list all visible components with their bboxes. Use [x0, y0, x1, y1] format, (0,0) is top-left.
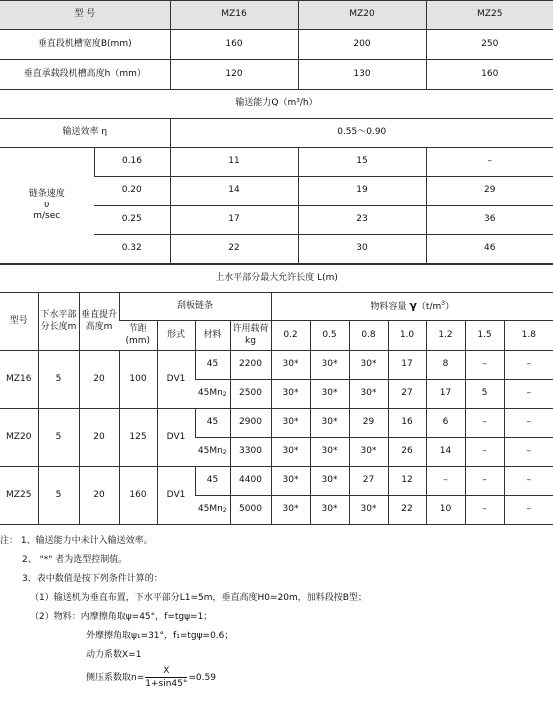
material-cell [195, 409, 230, 438]
col-vertical-lift-line: 垂直提升 [80, 310, 117, 321]
length-value: 6 [426, 409, 465, 438]
model-header-mz16: MZ16 [170, 1, 298, 30]
length-value: 12 [388, 467, 426, 496]
material-text: 45 [206, 417, 219, 428]
note-line: 2、 "*" 者为选型控制值。 [22, 555, 128, 565]
col-form: 形式 [157, 321, 195, 351]
chain-speed-symbol: υ [44, 199, 50, 210]
col-vertical-lift-line: 高度m [85, 321, 113, 332]
note-line: 动力系数X=1 [86, 650, 142, 660]
density-header: 0.5 [310, 321, 349, 351]
chain-speed-label [0, 148, 94, 264]
height-row [0, 60, 553, 90]
material-subscript: 2 [222, 507, 227, 515]
length-value: 30* [271, 438, 310, 467]
table-row [0, 351, 553, 380]
length-value: 30* [271, 496, 310, 525]
density-header: 0.2 [271, 321, 310, 351]
length-value: – [465, 438, 504, 467]
group-model: MZ25 [0, 467, 38, 525]
length-value: – [504, 409, 553, 438]
width-value: 250 [426, 30, 553, 60]
col-lower-length [38, 293, 79, 351]
col-allowable-load [230, 321, 271, 351]
capacity-value: 22 [170, 235, 298, 264]
material-text: 45Mn [197, 504, 223, 515]
note-line: 外摩擦角取ψ₁=31°，f₁=tgψ=0.6； [86, 631, 234, 641]
width-value: 200 [298, 30, 426, 60]
capacity-value: 46 [426, 235, 553, 264]
speed-value: 0.20 [94, 177, 170, 206]
length-value: – [504, 438, 553, 467]
formula-numerator: X [145, 665, 187, 678]
group-lift: 20 [79, 467, 119, 525]
length-value: – [465, 409, 504, 438]
length-value: – [426, 467, 465, 496]
height-value: 120 [170, 60, 298, 90]
length-value: 30* [271, 467, 310, 496]
width-value: 160 [170, 30, 298, 60]
group-lower: 5 [38, 467, 79, 525]
length-value: – [504, 351, 553, 380]
material-cell [195, 351, 230, 380]
length-value: 30* [310, 380, 349, 409]
material-text: 45 [206, 359, 219, 370]
formula-prefix: 侧压系数取n= [86, 673, 145, 683]
length-value: 17 [388, 351, 426, 380]
material-text: 45Mn [197, 446, 223, 457]
length-value: – [465, 351, 504, 380]
chain-speed-label-line: 链条速度 [28, 188, 65, 199]
col-pitch-line: (mm) [125, 335, 151, 346]
length-value: 26 [388, 438, 426, 467]
speed-value: 0.25 [94, 206, 170, 235]
model-header-mz25: MZ25 [426, 1, 553, 30]
model-header-mz20: MZ20 [298, 1, 426, 30]
length-value: 29 [349, 409, 388, 438]
length-value: 30* [310, 409, 349, 438]
capacity-title: 输送能力Q（m³/h） [0, 90, 553, 119]
length-title: 上水平部分最大允许长度 L(m) [0, 265, 553, 293]
col-material: 材料 [195, 321, 230, 351]
load-cell: 2200 [230, 351, 271, 380]
group-lower: 5 [38, 409, 79, 467]
length-value: 30* [310, 467, 349, 496]
length-value: 27 [349, 467, 388, 496]
capacity-value: 36 [426, 206, 553, 235]
length-value: 30* [349, 496, 388, 525]
notes [0, 532, 553, 691]
note-line: 3、表中数值是按下列条件计算的： [22, 574, 163, 584]
load-cell: 5000 [230, 496, 271, 525]
group-form: DV1 [157, 409, 195, 467]
load-cell: 3300 [230, 438, 271, 467]
formula-denominator: 1+sin45° [145, 679, 188, 689]
material-subscript: 2 [222, 391, 227, 399]
length-value: 30* [349, 438, 388, 467]
length-value: 30* [349, 351, 388, 380]
density-header: 1.2 [426, 321, 465, 351]
height-value: 160 [426, 60, 553, 90]
formula-suffix: =0.59 [188, 673, 216, 683]
length-value: 8 [426, 351, 465, 380]
length-value: – [504, 496, 553, 525]
efficiency-label: 输送效率 η [0, 119, 170, 148]
height-label: 垂直承载段机槽高度h（mm） [0, 60, 170, 90]
group-lift: 20 [79, 351, 119, 409]
length-value: 30* [349, 380, 388, 409]
length-value: 5 [465, 380, 504, 409]
load-cell: 4400 [230, 467, 271, 496]
material-cell [195, 496, 230, 525]
length-value: 30* [271, 351, 310, 380]
col-model: 型号 [0, 293, 38, 351]
col-allowable-load-line: kg [245, 335, 256, 346]
capacity-value: 23 [298, 206, 426, 235]
density-header: 1.0 [388, 321, 426, 351]
group-lower: 5 [38, 351, 79, 409]
group-model: MZ16 [0, 351, 38, 409]
material-cell [195, 467, 230, 496]
group-form: DV1 [157, 467, 195, 525]
group-pitch: 100 [119, 351, 157, 409]
col-pitch [119, 321, 157, 351]
density-header: 0.8 [349, 321, 388, 351]
load-cell: 2900 [230, 409, 271, 438]
table-row [0, 409, 553, 438]
length-value: 14 [426, 438, 465, 467]
length-value: 22 [388, 496, 426, 525]
note-line: 注： 1、输送能力中未计入输送效率。 [0, 536, 153, 546]
length-value: 30* [271, 409, 310, 438]
formula-fraction [145, 665, 187, 690]
length-title-row [0, 265, 553, 293]
material-subscript: 2 [222, 449, 227, 457]
col-lower-length-line: 下水平部 [40, 310, 77, 321]
group-model: MZ20 [0, 409, 38, 467]
length-value: 30* [310, 351, 349, 380]
efficiency-value: 0.55～0.90 [170, 119, 553, 148]
chain-speed-unit: m/sec [33, 211, 61, 222]
capacity-value: – [426, 148, 553, 177]
capacity-table [0, 0, 553, 264]
width-row [0, 30, 553, 60]
group-form: DV1 [157, 351, 195, 409]
col-lower-length-line: 分长度m [40, 321, 77, 332]
length-value: 10 [426, 496, 465, 525]
note-line: （2）物料：内摩擦角取ψ=45°，f=tgψ=1； [30, 612, 213, 622]
col-density: 物料容量 $\gamma(t/m^3)$ [271, 293, 553, 321]
material-cell [195, 380, 230, 409]
capacity-value: 29 [426, 177, 553, 206]
length-value: 16 [388, 409, 426, 438]
group-pitch: 125 [119, 409, 157, 467]
length-value: – [465, 467, 504, 496]
note-line: （1）输送机为垂直布置，下水平部分L1=5m，垂直高度H0=20m，加料段按B型； [30, 593, 367, 603]
length-header-row [0, 293, 553, 321]
length-value: – [504, 467, 553, 496]
length-value: 27 [388, 380, 426, 409]
length-value: – [465, 496, 504, 525]
length-value: 30* [271, 380, 310, 409]
col-vertical-lift [79, 293, 119, 351]
density-header: 1.5 [465, 321, 504, 351]
material-cell [195, 438, 230, 467]
density-header: 1.8 [504, 321, 553, 351]
model-header-label: 型 号 [0, 1, 170, 30]
length-value: 17 [426, 380, 465, 409]
group-lift: 20 [79, 409, 119, 467]
model-header-row [0, 1, 553, 30]
table-row [0, 467, 553, 496]
capacity-value: 11 [170, 148, 298, 177]
col-allowable-load-line: 许用载荷 [232, 324, 269, 335]
note-formula [0, 665, 553, 691]
capacity-value: 30 [298, 235, 426, 264]
material-text: 45 [206, 475, 219, 486]
length-value: 30* [310, 496, 349, 525]
height-value: 130 [298, 60, 426, 90]
speed-value: 0.32 [94, 235, 170, 264]
speed-row [0, 148, 553, 177]
load-cell: 2500 [230, 380, 271, 409]
col-pitch-line: 节距 [128, 324, 147, 335]
capacity-title-row [0, 90, 553, 119]
width-label: 垂直段机槽宽度B(mm) [0, 30, 170, 60]
material-text: 45Mn [197, 388, 223, 399]
capacity-value: 19 [298, 177, 426, 206]
capacity-value: 14 [170, 177, 298, 206]
capacity-value: 17 [170, 206, 298, 235]
length-value: 30* [310, 438, 349, 467]
length-value: – [504, 380, 553, 409]
group-pitch: 160 [119, 467, 157, 525]
length-table [0, 264, 553, 525]
efficiency-row [0, 119, 553, 148]
col-scraper-chain: 刮板链条 [119, 293, 271, 321]
speed-value: 0.16 [94, 148, 170, 177]
capacity-value: 15 [298, 148, 426, 177]
